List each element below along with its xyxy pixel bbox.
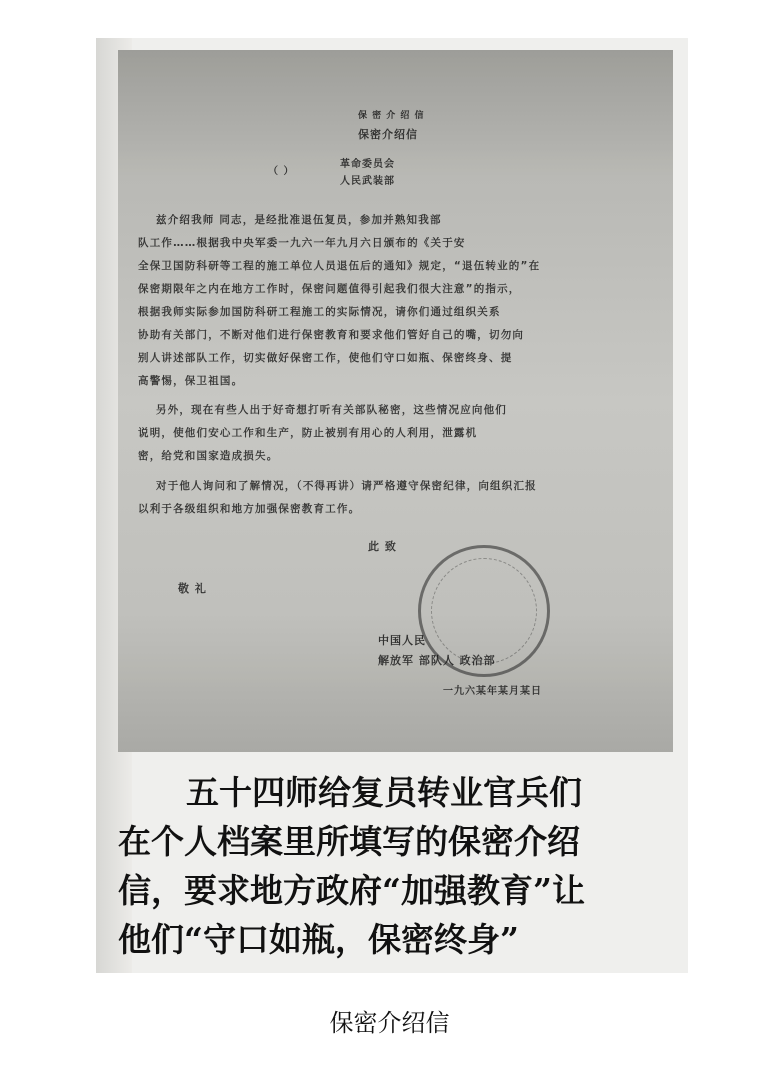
addressee-org2: 人民武装部: [340, 176, 395, 187]
caption-line: 他们“守口如瓶，保密终身”: [118, 920, 519, 959]
body-line: 全保卫国防科研等工程的施工单位人员退伍后的通知》规定，“退伍转业的”在: [138, 260, 541, 272]
body-line: 协助有关部门，不断对他们进行保密教育和要求他们管好自己的嘴，切勿向: [138, 329, 525, 341]
figure-title: 保密介绍信: [329, 1009, 450, 1037]
signature-org: 中国人民: [378, 634, 426, 647]
letter-photo: [118, 50, 673, 752]
caption-line: 信，要求地方政府“加强教育”让: [118, 871, 585, 910]
signature-org: 解放军 部队人 政治部: [378, 654, 496, 667]
body-line: 高警惕，保卫祖国。: [138, 375, 244, 387]
body-line: 对于他人询问和了解情况，（不得再讲）请严格遵守保密纪律，向组织汇报: [156, 480, 537, 492]
addressee-prefix: （ ）: [268, 166, 295, 177]
body-line: 另外，现在有些人出于好奇想打听有关部队秘密，这些情况应向他们: [156, 404, 507, 416]
caption-line: 在个人档案里所填写的保密介绍: [118, 822, 580, 861]
body-line: 队工作……根据我中央军委一九六一年九月六日颁布的《关于安: [138, 237, 466, 249]
letter-date: 一九六某年某月某日: [443, 686, 542, 697]
body-line: 说明，使他们安心工作和生产，防止被别有用心的人利用，泄露机: [138, 427, 478, 439]
body-line: 根据我师实际参加国防科研工程施工的实际情况，请你们通过组织关系: [138, 306, 501, 318]
photo-caption: [118, 768, 673, 964]
body-line: 保密期限年之内在地方工作时，保密问题值得引起我们很大注意”的指示，: [138, 283, 521, 295]
letter-header-small: 保 密 介 绍 信: [358, 111, 425, 121]
letter-salute: 敬 礼: [178, 582, 207, 595]
letter-title: 保密介绍信: [358, 128, 418, 141]
body-line: 兹介绍我师 同志，是经批准退伍复员，参加并熟知我部: [156, 214, 442, 226]
letter-closing: 此 致: [368, 540, 397, 553]
letter-text: [118, 50, 673, 752]
body-line: 别人讲述部队工作，切实做好保密工作，使他们守口如瓶、保密终身、提: [138, 352, 513, 364]
caption-line: 五十四师给复员转业官兵们: [186, 773, 582, 812]
body-line: 以利于各级组织和地方加强保密教育工作。: [138, 503, 361, 515]
photograph: [96, 38, 688, 973]
body-line: 密，给党和国家造成损失。: [138, 450, 279, 462]
addressee-org: 革命委员会: [340, 159, 395, 170]
